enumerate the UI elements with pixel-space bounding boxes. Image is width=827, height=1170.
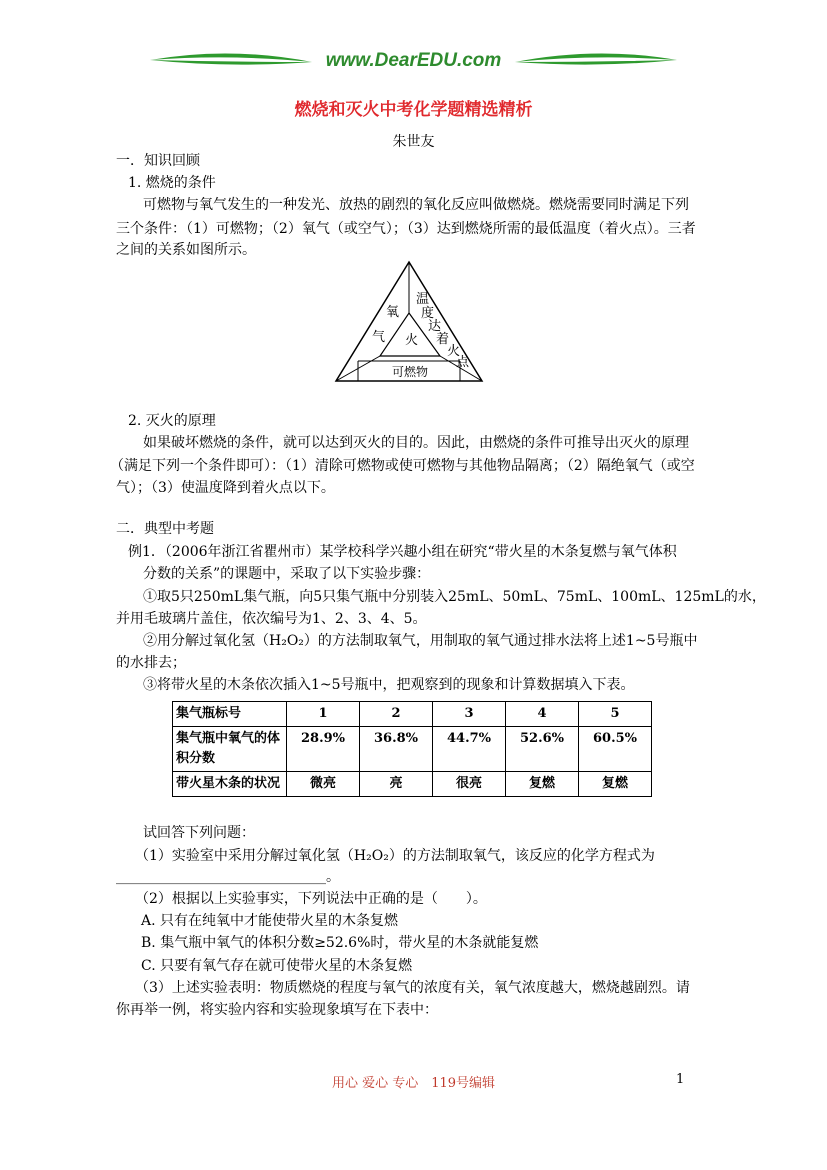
- table-row: [173, 772, 652, 797]
- option-c: C. 只要有氧气存在就可使带火星的木条复燃: [141, 958, 413, 974]
- table-row: [173, 727, 652, 772]
- table-cell: 52.6%: [506, 727, 579, 772]
- para2-line1: 如果破坏燃烧的条件，就可以达到灭火的目的。因此，由燃烧的条件可推导出灭火的原理: [143, 435, 689, 451]
- para1-line3: 之间的关系如图所示。: [116, 242, 256, 258]
- para2-line3: 气）；（3）使温度降到着火点以下。: [116, 480, 335, 496]
- table-cell: 集气瓶中氧气的体积分数: [173, 727, 287, 772]
- table-cell: 微亮: [287, 772, 360, 797]
- author: 朱世友: [392, 134, 435, 150]
- question1-line1: （1）实验室中采用分解过氧化氢（H₂O₂）的方法制取氧气，该反应的化学方程式为: [135, 848, 655, 864]
- question2: （2）根据以上实验事实，下列说法中正确的是（ ）。: [135, 891, 487, 907]
- example-line6: 的水排去；: [116, 655, 186, 671]
- diagram-right-label-6: 点: [456, 355, 470, 370]
- table-cell: 复燃: [506, 772, 579, 797]
- example-line5: ②用分解过氧化氢（H₂O₂）的方法制取氧气，用制取的氧气通过排水法将上述1~5号瓶中: [143, 633, 698, 649]
- page-number: 1: [676, 1072, 685, 1087]
- diagram-left-label-1: 氧: [386, 305, 400, 320]
- table-cell: 5: [579, 702, 652, 727]
- table-cell: 44.7%: [433, 727, 506, 772]
- table-cell: 4: [506, 702, 579, 727]
- example-line7: ③将带火星的木条依次插入1~5号瓶中，把观察到的现象和计算数据填入下表。: [143, 677, 635, 693]
- table-cell: 60.5%: [579, 727, 652, 772]
- section2-heading: 二．典型中考题: [116, 521, 214, 537]
- para1-line1: 可燃物与氧气发生的一种发光、放热的剧烈的氧化反应叫做燃烧。燃烧需要同时满足下列: [143, 197, 689, 213]
- option-b: B. 集气瓶中氧气的体积分数≥52.6%时，带火星的木条就能复燃: [141, 935, 539, 951]
- subsection1-heading: 1. 燃烧的条件: [128, 175, 216, 191]
- page-title: 燃烧和灭火中考化学题精选精析: [294, 100, 533, 120]
- table-cell: 28.9%: [287, 727, 360, 772]
- example-line3: ①取5只250mL集气瓶，向5只集气瓶中分别装入25mL、50mL、75mL、100mL、125mL的水，: [143, 589, 766, 605]
- experiment-table: [172, 701, 652, 797]
- section1-heading: 一．知识回顾: [116, 153, 200, 169]
- table-cell: 很亮: [433, 772, 506, 797]
- diagram-right-label-4: 着: [436, 332, 450, 347]
- diagram-left-label-2: 气: [372, 330, 386, 345]
- table-cell: 1: [287, 702, 360, 727]
- para1-line2: 三个条件：（1）可燃物；（2）氧气（或空气）；（3）达到燃烧所需的最低温度（着火点）。三者: [116, 221, 696, 237]
- question-intro: 试回答下列问题：: [143, 825, 255, 841]
- site-logo-text: www.DearEDU.com: [325, 50, 502, 71]
- table-cell: 3: [433, 702, 506, 727]
- question1-blank: ______________________________。: [116, 869, 340, 885]
- option-a: A. 只有在纯氧中才能使带火星的木条复燃: [141, 913, 399, 929]
- diagram-right-label-3: 达: [428, 319, 442, 334]
- subsection2-heading: 2. 灭火的原理: [128, 413, 216, 429]
- footer-text: 用心 爱心 专心 119号编辑: [331, 1076, 496, 1091]
- table-cell: 2: [360, 702, 433, 727]
- diagram-right-label-5: 火: [447, 344, 461, 359]
- table-cell: 亮: [360, 772, 433, 797]
- para2-line2: （满足下列一个条件即可）：（1）清除可燃物或使可燃物与其他物品隔离；（2）隔绝氧气（或空: [110, 458, 695, 474]
- example-line1: 例1．（2006年浙江省瞿州市）某学校科学兴趣小组在研究“带火星的木条复燃与氧气体积: [128, 544, 677, 560]
- question3-line2: 你再举一例，将实验内容和实验现象填写在下表中：: [116, 1002, 438, 1018]
- table-cell: 36.8%: [360, 727, 433, 772]
- example-line4: 并用毛玻璃片盖住，依次编号为1、2、3、4、5。: [116, 611, 427, 627]
- table-cell: 带火星木条的状况: [173, 772, 287, 797]
- example-line2: 分数的关系”的课题中，采取了以下实验步骤：: [143, 566, 431, 582]
- table-cell: 复燃: [579, 772, 652, 797]
- table-cell: 集气瓶标号: [173, 702, 287, 727]
- diagram-right-label-2: 度: [421, 306, 435, 321]
- question3-line1: （3）上述实验表明：物质燃烧的程度与氧气的浓度有关，氧气浓度越大，燃烧越剧烈。请: [135, 980, 690, 996]
- diagram-bottom-label: 可燃物: [392, 365, 429, 379]
- table-row: [173, 702, 652, 727]
- diagram-center-label: 火: [405, 333, 419, 348]
- diagram-right-label-1: 温: [416, 292, 430, 307]
